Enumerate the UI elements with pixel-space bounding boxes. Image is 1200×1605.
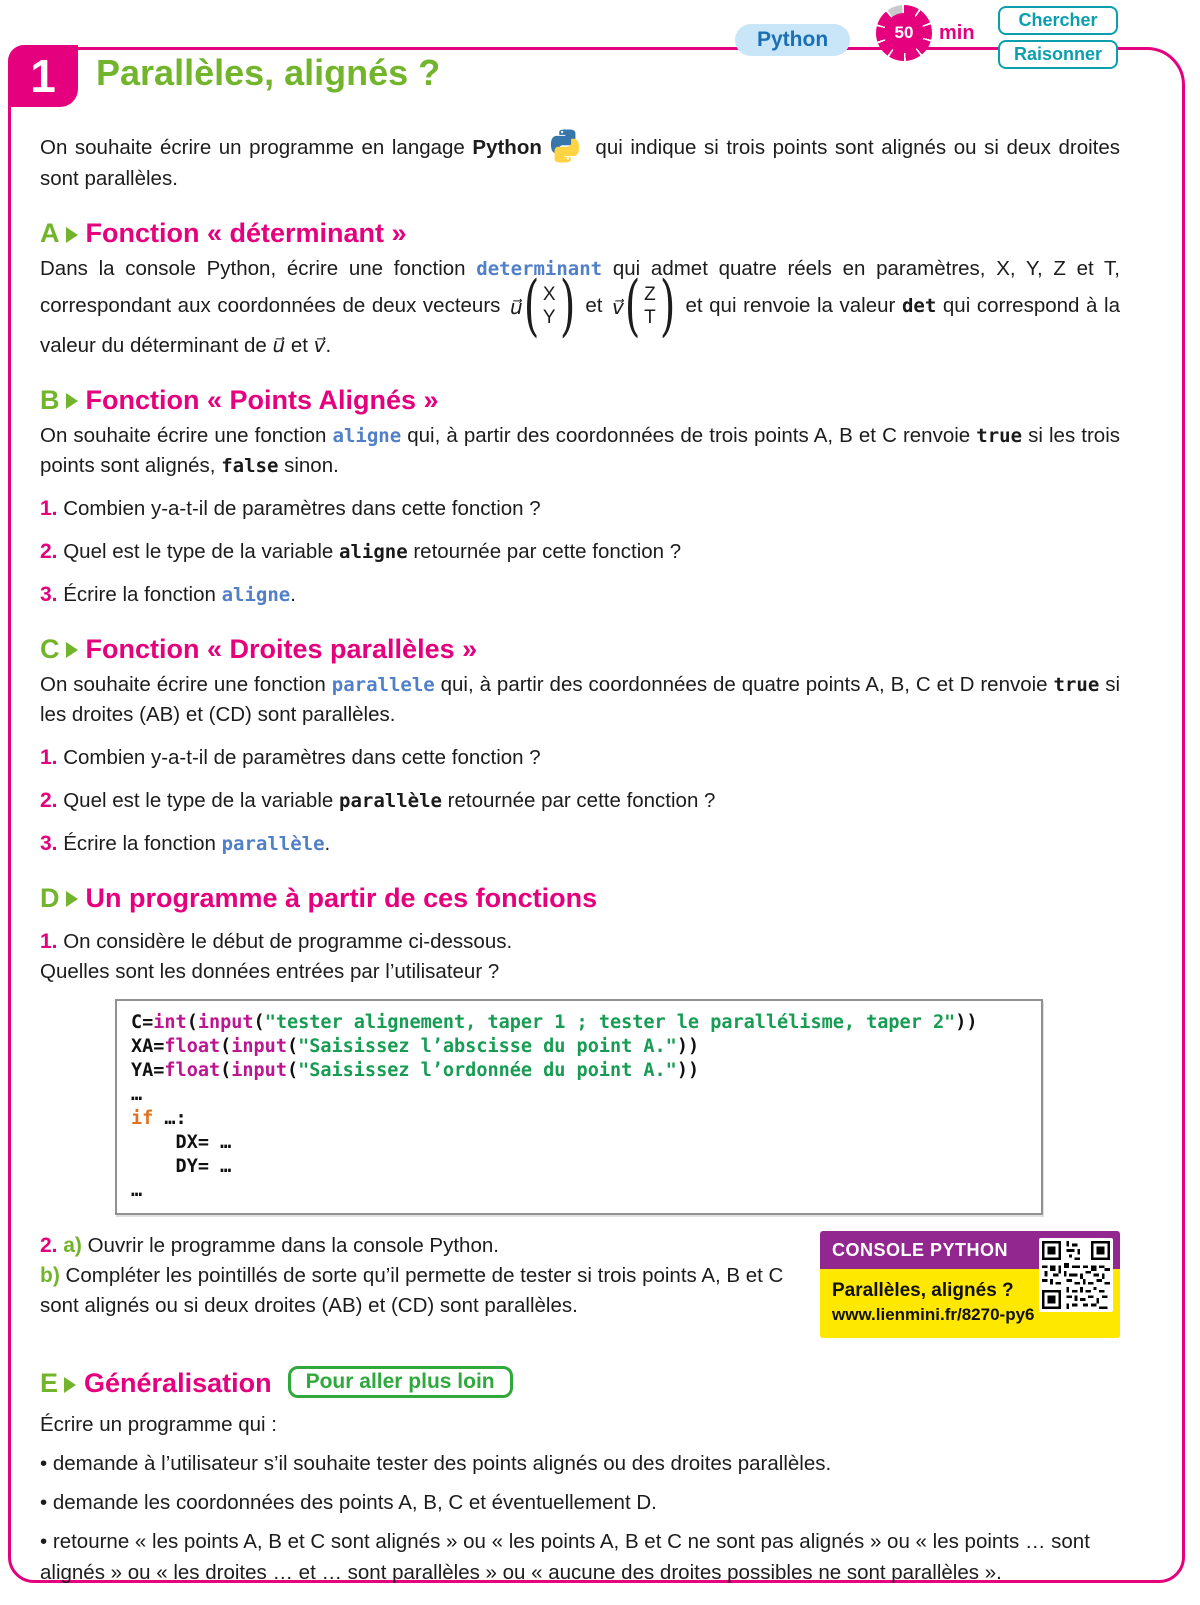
- section-letter: D: [40, 882, 60, 913]
- python-logo-icon: [546, 128, 584, 164]
- content: [40, 128, 1120, 1588]
- inline-code: parallèle: [221, 832, 325, 855]
- question-number: 1.: [40, 745, 58, 769]
- vector-name: u⃗: [510, 294, 523, 319]
- section-e-lead: Écrire un programme qui :: [40, 1412, 277, 1436]
- section-letter: C: [40, 633, 60, 664]
- coord-x: X: [542, 284, 556, 305]
- code-line: DX= …: [131, 1131, 232, 1153]
- question-text: Compléter les pointillés de sorte qu’il permette de tester si trois points A, B et C sont alignés ou si deux droites (AB) et (CD) sont parallèles.: [40, 1263, 784, 1317]
- right-paren: ): [659, 267, 675, 345]
- bullet-text: demande les coordonnées des points A, B, C et éventuellement D.: [52, 1490, 657, 1514]
- inline-code: parallele: [331, 673, 435, 696]
- code-line: DY= …: [131, 1155, 232, 1177]
- vector-v-notation: [612, 267, 676, 345]
- inline-code: true: [1053, 673, 1100, 696]
- section-letter: A: [40, 218, 60, 248]
- section-title: Généralisation: [84, 1368, 272, 1399]
- text-run: On souhaite écrire une fonction: [40, 423, 333, 447]
- text-run: Dans la console Python, écrire une fonction: [40, 257, 477, 280]
- skill-badge-chercher: Chercher: [998, 6, 1118, 35]
- inline-code: determinant: [476, 258, 603, 280]
- section-title: Fonction « déterminant »: [85, 218, 407, 248]
- intro-text: On souhaite écrire un programme en langage: [40, 136, 473, 159]
- timer-unit: min: [939, 21, 975, 44]
- question-number: 3.: [40, 831, 58, 855]
- bullet-item: [40, 1526, 1120, 1588]
- text-run: si les trois points sont alignés,: [40, 423, 1121, 477]
- question-text: retournée par cette fonction ?: [407, 539, 682, 563]
- question-d2-row: [40, 1231, 1120, 1338]
- question-text: .: [324, 831, 331, 855]
- question-text: Écrire la fonction: [63, 582, 222, 606]
- question-text: Écrire la fonction: [63, 831, 222, 855]
- question-b3: [40, 580, 1120, 610]
- bullet-text: retourne « les points A, B et C sont alignés » ou « les points A, B et C ne sont pas alignés » ou « les points … sont alignés » ou « les droites … et … sont parallèles » ou « aucune des droites possibles ne sont parallèles ».: [40, 1529, 1090, 1584]
- qr-code-icon: [1039, 1238, 1113, 1312]
- question-text: Combien y-a-t-il de paramètres dans cette fonction ?: [63, 496, 541, 520]
- intro-paragraph: [40, 128, 1120, 194]
- text-run: si les droites (AB) et (CD) sont parallèles.: [40, 672, 1121, 726]
- skills-badges: [998, 6, 1118, 69]
- text-run: qui correspond à la valeur du déterminant de: [40, 294, 1120, 357]
- question-d2b: [40, 1261, 802, 1321]
- question-number: 2.: [40, 539, 58, 563]
- timer-ring-icon: [876, 5, 932, 61]
- bullet-item: [40, 1448, 1120, 1479]
- section-b-heading: [40, 385, 1120, 416]
- section-b-paragraph: [40, 421, 1120, 481]
- question-text: .: [290, 582, 296, 606]
- inline-code: det: [901, 295, 937, 318]
- section-title: Fonction « Points Alignés »: [85, 384, 439, 415]
- sub-question-label: a): [63, 1233, 82, 1257]
- page-title: Parallèles, alignés ?: [96, 52, 441, 93]
- vector-coords: [540, 284, 559, 330]
- code-line: …: [131, 1083, 143, 1105]
- question-d2-text: [40, 1231, 802, 1321]
- coord-t: T: [644, 306, 656, 328]
- question-c1: [40, 743, 1120, 773]
- intro-text: qui indique si trois points sont alignés ou si deux droites sont parallèles.: [40, 136, 1120, 190]
- python-word: Python: [472, 136, 542, 159]
- code-line: if …:: [131, 1107, 187, 1129]
- text-run: et qui renvoie la valeur: [678, 294, 902, 318]
- text-run: sinon.: [278, 453, 339, 477]
- inline-code: aligne: [221, 583, 291, 606]
- coord-y: Y: [542, 306, 556, 328]
- question-text: Quelles sont les données entrées par l’utilisateur ?: [40, 959, 500, 983]
- text-run: et: [578, 294, 610, 318]
- inline-code: parallèle: [339, 789, 442, 812]
- code-line: C=int(input("tester alignement, taper 1 ; tester le parallélisme, taper 2")): [131, 1011, 978, 1033]
- question-c2: [40, 786, 1120, 816]
- inline-code: false: [221, 454, 279, 477]
- section-letter: E: [40, 1368, 59, 1399]
- text-run: .: [325, 333, 332, 357]
- question-text: Combien y-a-t-il de paramètres dans cette fonction ?: [63, 745, 541, 769]
- triangle-icon: [66, 891, 78, 907]
- inline-code: aligne: [339, 540, 408, 563]
- vector-name: v⃗: [313, 332, 326, 357]
- question-number: 1.: [40, 496, 58, 520]
- question-text: Quel est le type de la variable: [63, 788, 339, 812]
- vector-name: v⃗: [612, 294, 624, 319]
- section-a-paragraph: [40, 254, 1120, 361]
- question-number: 2.: [40, 1233, 58, 1257]
- console-resource-url: www.lienmini.fr/8270-py6: [832, 1304, 1035, 1324]
- code-line: …: [131, 1179, 143, 1201]
- text-run: qui, à partir des coordonnées de quatre points A, B, C et D renvoie: [434, 672, 1054, 696]
- section-d-heading: [40, 883, 1120, 914]
- question-d1: [40, 927, 1120, 987]
- bullet-text: demande à l’utilisateur s’il souhaite tester des points alignés ou des droites parallèles.: [52, 1451, 832, 1475]
- section-e-heading: [40, 1368, 1120, 1400]
- question-number: 3.: [40, 582, 58, 606]
- timer-value: 50: [894, 23, 914, 42]
- question-text: On considère le début de programme ci-dessous.: [63, 929, 513, 953]
- text-run: et: [285, 333, 314, 357]
- question-text: Ouvrir le programme dans la console Python.: [87, 1233, 499, 1257]
- vector-u-notation: [510, 267, 576, 345]
- code-line: YA=float(input("Saisissez l’ordonnée du point A.")): [131, 1059, 700, 1081]
- question-number: 1.: [40, 929, 58, 953]
- question-d2a: [40, 1231, 802, 1261]
- section-title: Un programme à partir de ces fonctions: [85, 882, 598, 913]
- sub-question-label: b): [40, 1263, 60, 1287]
- question-b2: [40, 537, 1120, 567]
- code-line: XA=float(input("Saisissez l’abscisse du point A.")): [131, 1035, 700, 1057]
- exercise-number-box: [8, 45, 78, 107]
- pour-aller-plus-loin-badge: Pour aller plus loin: [288, 1366, 513, 1398]
- console-python-header: CONSOLE PYTHON: [820, 1231, 1120, 1269]
- question-text: Quel est le type de la variable: [63, 539, 339, 563]
- section-title: Fonction « Droites parallèles »: [85, 633, 478, 664]
- section-a-heading: [40, 218, 1120, 249]
- left-paren: (: [624, 267, 641, 345]
- coord-z: Z: [644, 284, 656, 305]
- right-paren: ): [559, 267, 575, 345]
- triangle-icon: [66, 393, 78, 409]
- triangle-icon: [66, 642, 78, 658]
- text-run: On souhaite écrire une fonction: [40, 672, 332, 696]
- timer-icon: [876, 5, 975, 61]
- section-letter: B: [40, 384, 60, 415]
- triangle-icon: [66, 227, 78, 243]
- inline-code: true: [976, 424, 1023, 447]
- console-resource-title: Parallèles, alignés ?: [832, 1279, 1014, 1301]
- vector-coords: [641, 284, 659, 330]
- question-number: 2.: [40, 788, 58, 812]
- question-text: retournée par cette fonction ?: [441, 788, 716, 812]
- bullet-item: [40, 1487, 1120, 1518]
- python-badge: Python: [735, 24, 850, 56]
- console-python-box: [820, 1231, 1120, 1338]
- question-b1: [40, 494, 1120, 524]
- left-paren: (: [523, 267, 540, 345]
- section-c-paragraph: [40, 670, 1120, 730]
- text-run: qui admet quatre réels en paramètres, X, Y, Z et T, correspondant aux coordonnées de deux vecteurs: [40, 257, 1120, 318]
- timer-core: [884, 13, 924, 53]
- section-c-heading: [40, 634, 1120, 665]
- vector-name: u⃗: [272, 332, 286, 357]
- skill-badge-raisonner: Raisonner: [998, 40, 1118, 69]
- triangle-icon: [64, 1377, 76, 1393]
- question-c3: [40, 829, 1120, 859]
- python-code: [115, 999, 1043, 1215]
- exercise-number: 1: [30, 50, 56, 102]
- text-run: qui, à partir des coordonnées de trois points A, B et C renvoie: [401, 423, 977, 447]
- inline-code: aligne: [332, 424, 402, 447]
